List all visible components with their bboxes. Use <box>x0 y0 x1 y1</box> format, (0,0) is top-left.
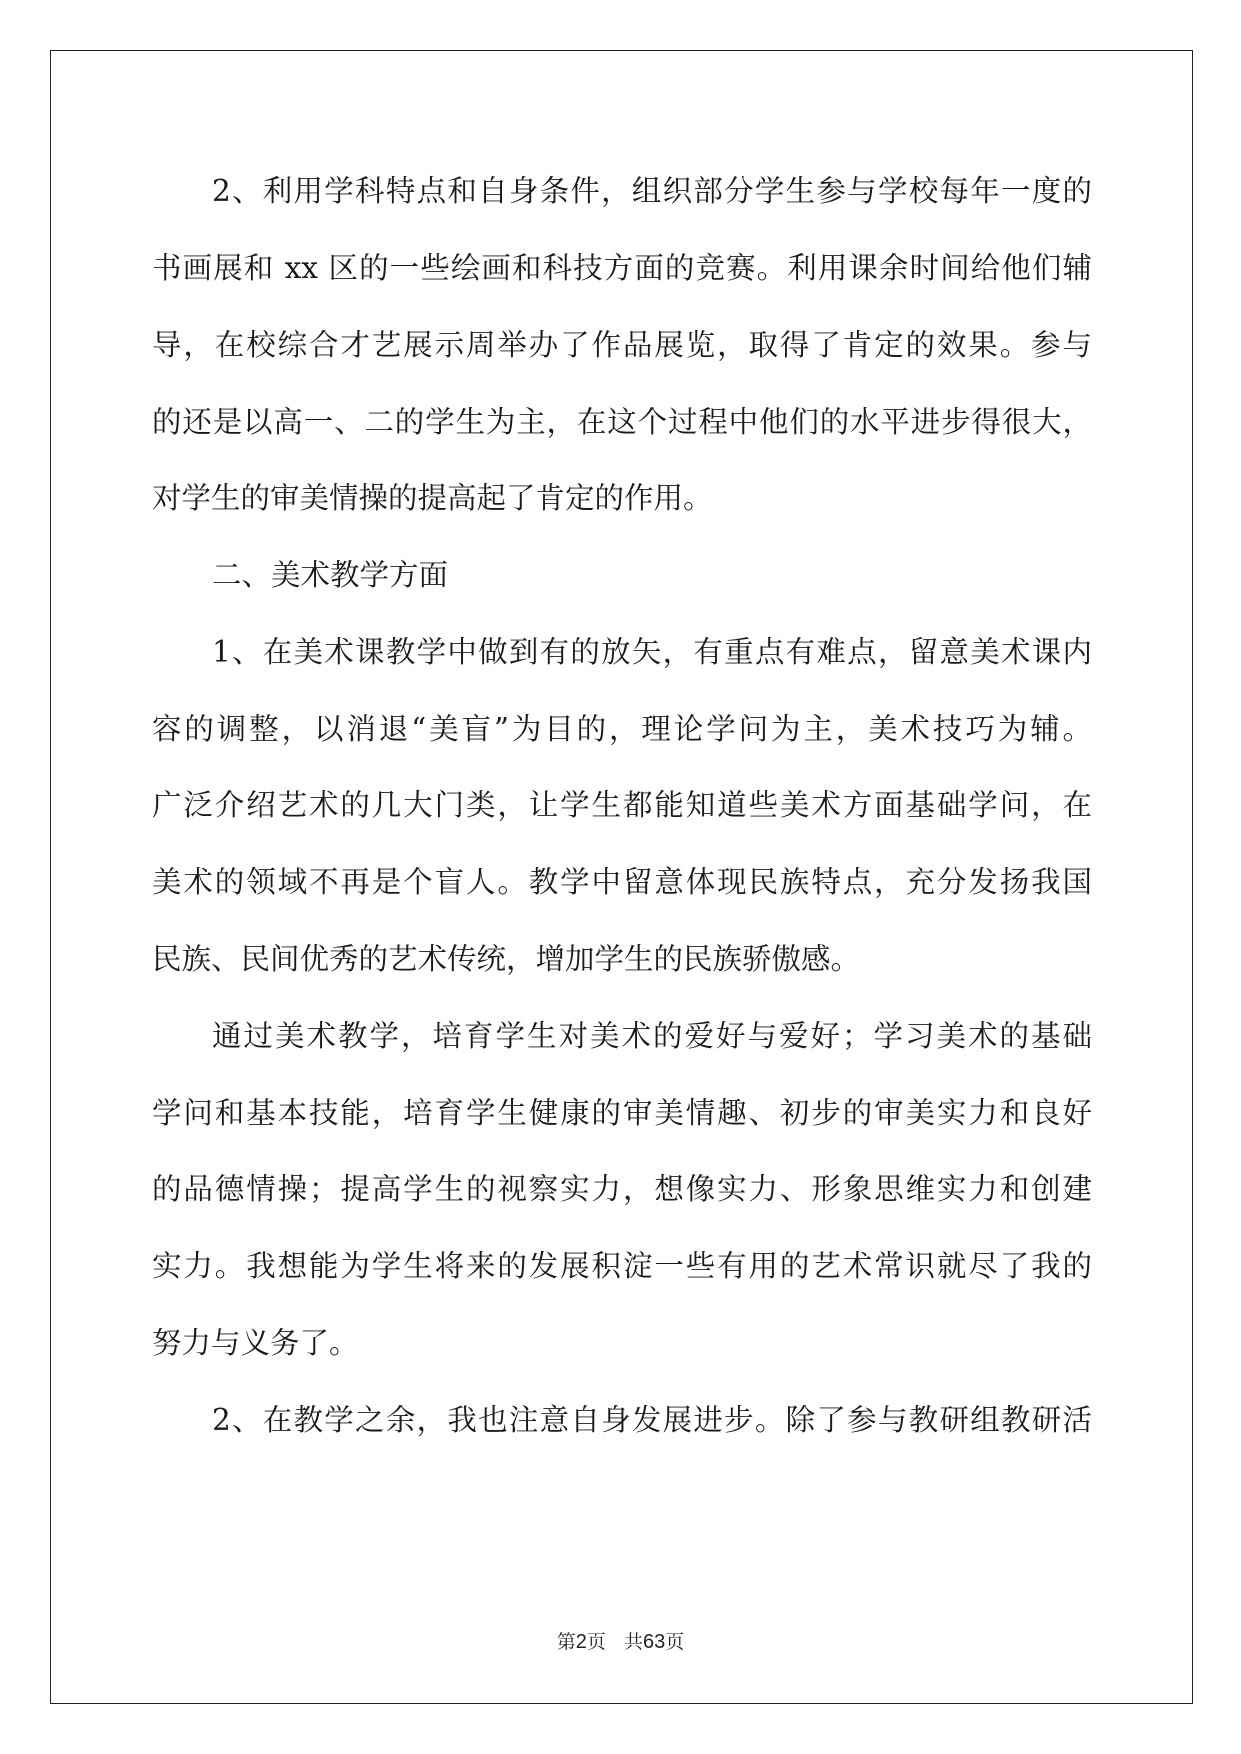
text-line: 的还是以高一、二的学生为主，在这个过程中他们的水平进步得很大， <box>152 405 1092 439</box>
total-prefix: 共 <box>623 1631 643 1653</box>
section-heading: 二、美术教学方面 <box>212 558 449 592</box>
text-line: 学问和基本技能，培育学生健康的审美情趣、初步的审美实力和良好 <box>152 1096 1092 1130</box>
text-line: 的品德情操；提高学生的视察实力，想像实力、形象思维实力和创建 <box>152 1172 1092 1206</box>
text-line: 2、在教学之余，我也注意自身发展进步。除了参与教研组教研活 <box>212 1403 1092 1437</box>
text-line: 2、利用学科特点和自身条件，组织部分学生参与学校每年一度的 <box>212 174 1092 208</box>
text-line: 广泛介绍艺术的几大门类，让学生都能知道些美术方面基础学问，在 <box>152 788 1092 822</box>
text-line: 容的调整，以消退“美盲”为目的，理论学问为主，美术技巧为辅。 <box>152 712 1092 746</box>
page-prefix: 第 <box>556 1631 576 1653</box>
text-line: 通过美术教学，培育学生对美术的爱好与爱好；学习美术的基础 <box>212 1019 1092 1053</box>
text-line: 实力。我想能为学生将来的发展积淀一些有用的艺术常识就尽了我的 <box>152 1249 1092 1283</box>
page-suffix: 页 <box>586 1631 606 1653</box>
page-footer <box>0 1627 1241 1654</box>
text-line: 导，在校综合才艺展示周举办了作品展览，取得了肯定的效果。参与 <box>152 328 1092 362</box>
total-pages: 63 <box>642 1631 666 1653</box>
page-number: 2 <box>575 1631 587 1653</box>
text-line: 努力与义务了。 <box>152 1326 359 1360</box>
text-line: 民族、民间优秀的艺术传统，增加学生的民族骄傲感。 <box>152 942 861 976</box>
total-suffix: 页 <box>665 1631 685 1653</box>
text-line: 1、在美术课教学中做到有的放矢，有重点有难点，留意美术课内 <box>212 635 1092 669</box>
text-line: 对学生的审美情操的提高起了肯定的作用。 <box>152 481 713 515</box>
text-line: 美术的领域不再是个盲人。教学中留意体现民族特点，充分发扬我国 <box>152 865 1092 899</box>
text-line: 书画展和 xx 区的一些绘画和科技方面的竞赛。利用课余时间给他们辅 <box>152 251 1092 285</box>
